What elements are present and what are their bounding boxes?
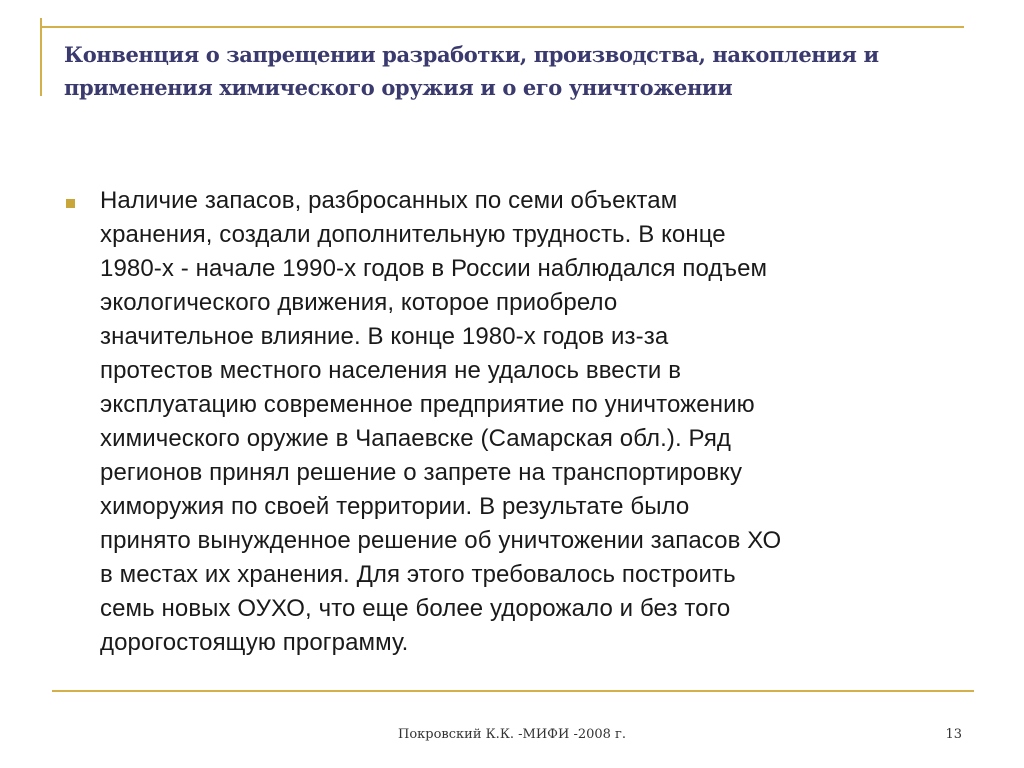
top-rule — [40, 26, 964, 28]
slide-body-text: Наличие запасов, разбросанных по семи объектам хранения, создали дополнительную трудность. В конце 1980-х - начале 1990-х годов в России наблюдался подъем экологического движения, которое приобрело значительное влияние. В конце 1980-х годов из-за протестов местного населения не удалось ввести в эксплуатацию современное предприятие по уничтожению химического оружие в Чапаевске (Самарская обл.). Ряд регионов принял решение о запрете на транспортировку химоpужия по своей территории. В результате было принято вынужденное решение об уничтожении запасов ХО в местах их хранения. Для этого требовалось построить семь новых ОУХО, что еще более удорожало и без того дорогостоящую программу. — [100, 187, 782, 656]
bottom-rule — [52, 690, 974, 692]
bullet-square-icon — [66, 199, 75, 208]
slide-title: Конвенция о запрещении разработки, производства, накопления и применения химического оружия и о его уничтожении — [64, 42, 879, 100]
page-number: 13 — [945, 727, 962, 742]
footer-author: Покровский К.К. -МИФИ -2008 г. — [398, 727, 626, 742]
left-rule — [40, 18, 42, 96]
